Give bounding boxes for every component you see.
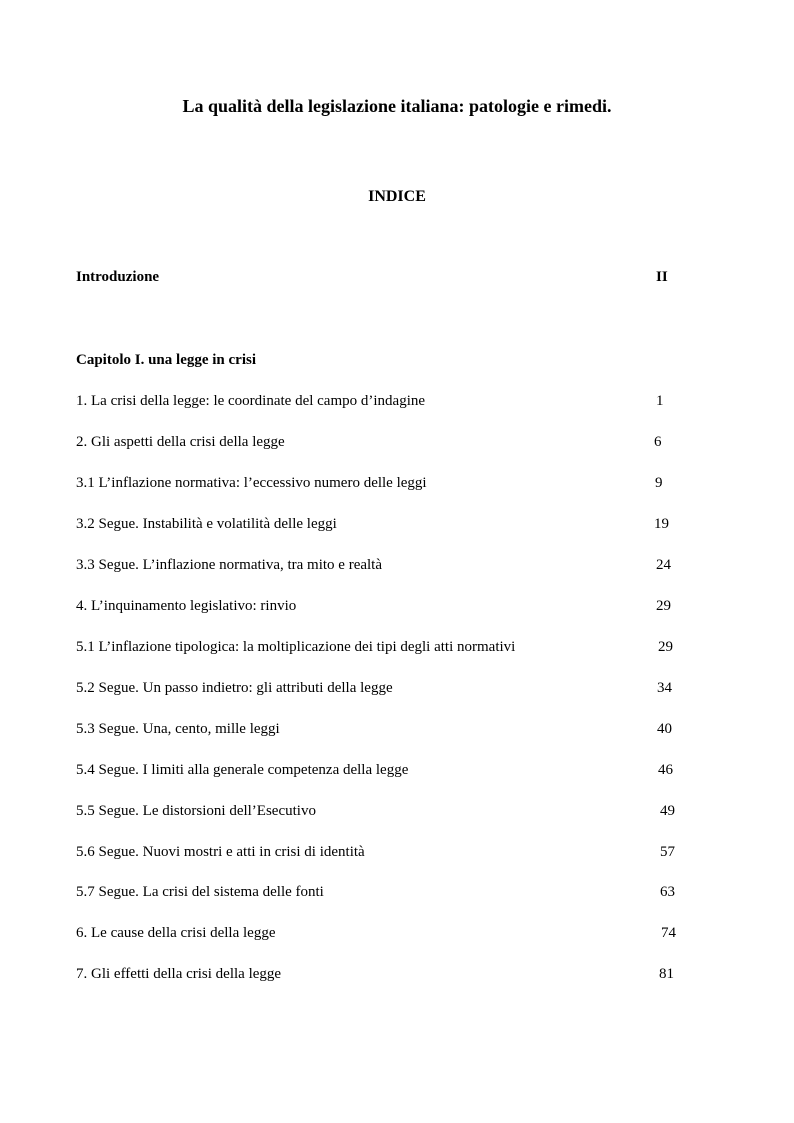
toc-entry-page: 40 — [657, 721, 672, 737]
toc-entry-page: 74 — [661, 925, 676, 941]
toc-entry-page: 19 — [654, 516, 669, 532]
toc-entry-page: 63 — [660, 884, 675, 900]
toc-entry-page: 46 — [658, 762, 673, 778]
toc-entry-label: 5.7 Segue. La crisi del sistema delle fonti — [76, 884, 324, 900]
toc-entry-page: 49 — [660, 803, 675, 819]
toc-entry-page: 29 — [658, 639, 673, 655]
toc-entry-label: 5.6 Segue. Nuovi mostri e atti in crisi di identità — [76, 844, 365, 860]
toc-entry-label: 3.1 L’inflazione normativa: l’eccessivo numero delle leggi — [76, 475, 427, 491]
toc-entry-label: 5.2 Segue. Un passo indietro: gli attributi della legge — [76, 680, 393, 696]
toc-entry-page: 81 — [659, 966, 674, 982]
toc-introduction-label: Introduzione — [76, 269, 160, 285]
toc-chapter-heading: Capitolo I. una legge in crisi — [76, 352, 257, 368]
toc-introduction-page: II — [656, 269, 668, 285]
index-heading: INDICE — [368, 188, 426, 205]
toc-entry-label: 5.5 Segue. Le distorsioni dell’Esecutivo — [76, 803, 316, 819]
toc-entry-label: 3.3 Segue. L’inflazione normativa, tra mito e realtà — [76, 557, 383, 573]
toc-entry-page: 24 — [656, 557, 671, 573]
toc-entry-page: 57 — [660, 844, 675, 860]
toc-entry-page: 1 — [656, 393, 664, 409]
document-title: La qualità della legislazione italiana: patologie e rimedi. — [182, 96, 612, 116]
toc-entry-page: 6 — [654, 434, 662, 450]
toc-entry-page: 9 — [655, 475, 663, 491]
toc-entry-label: 5.4 Segue. I limiti alla generale competenza della legge — [76, 762, 409, 778]
toc-entry-label: 7. Gli effetti della crisi della legge — [76, 966, 282, 982]
toc-entry-label: 1. La crisi della legge: le coordinate del campo d’indagine — [76, 393, 426, 409]
toc-entry-label: 5.3 Segue. Una, cento, mille leggi — [76, 721, 280, 737]
toc-entry-label: 2. Gli aspetti della crisi della legge — [76, 434, 285, 450]
toc-entry-page: 34 — [657, 680, 672, 696]
toc-entry-label: 6. Le cause della crisi della legge — [76, 925, 276, 941]
toc-entry-label: 5.1 L’inflazione tipologica: la moltiplicazione dei tipi degli atti normativi — [76, 639, 516, 655]
toc-entry-page: 29 — [656, 598, 671, 614]
toc-entry-label: 4. L’inquinamento legislativo: rinvio — [76, 598, 297, 614]
toc-entry-label: 3.2 Segue. Instabilità e volatilità delle leggi — [76, 516, 337, 532]
